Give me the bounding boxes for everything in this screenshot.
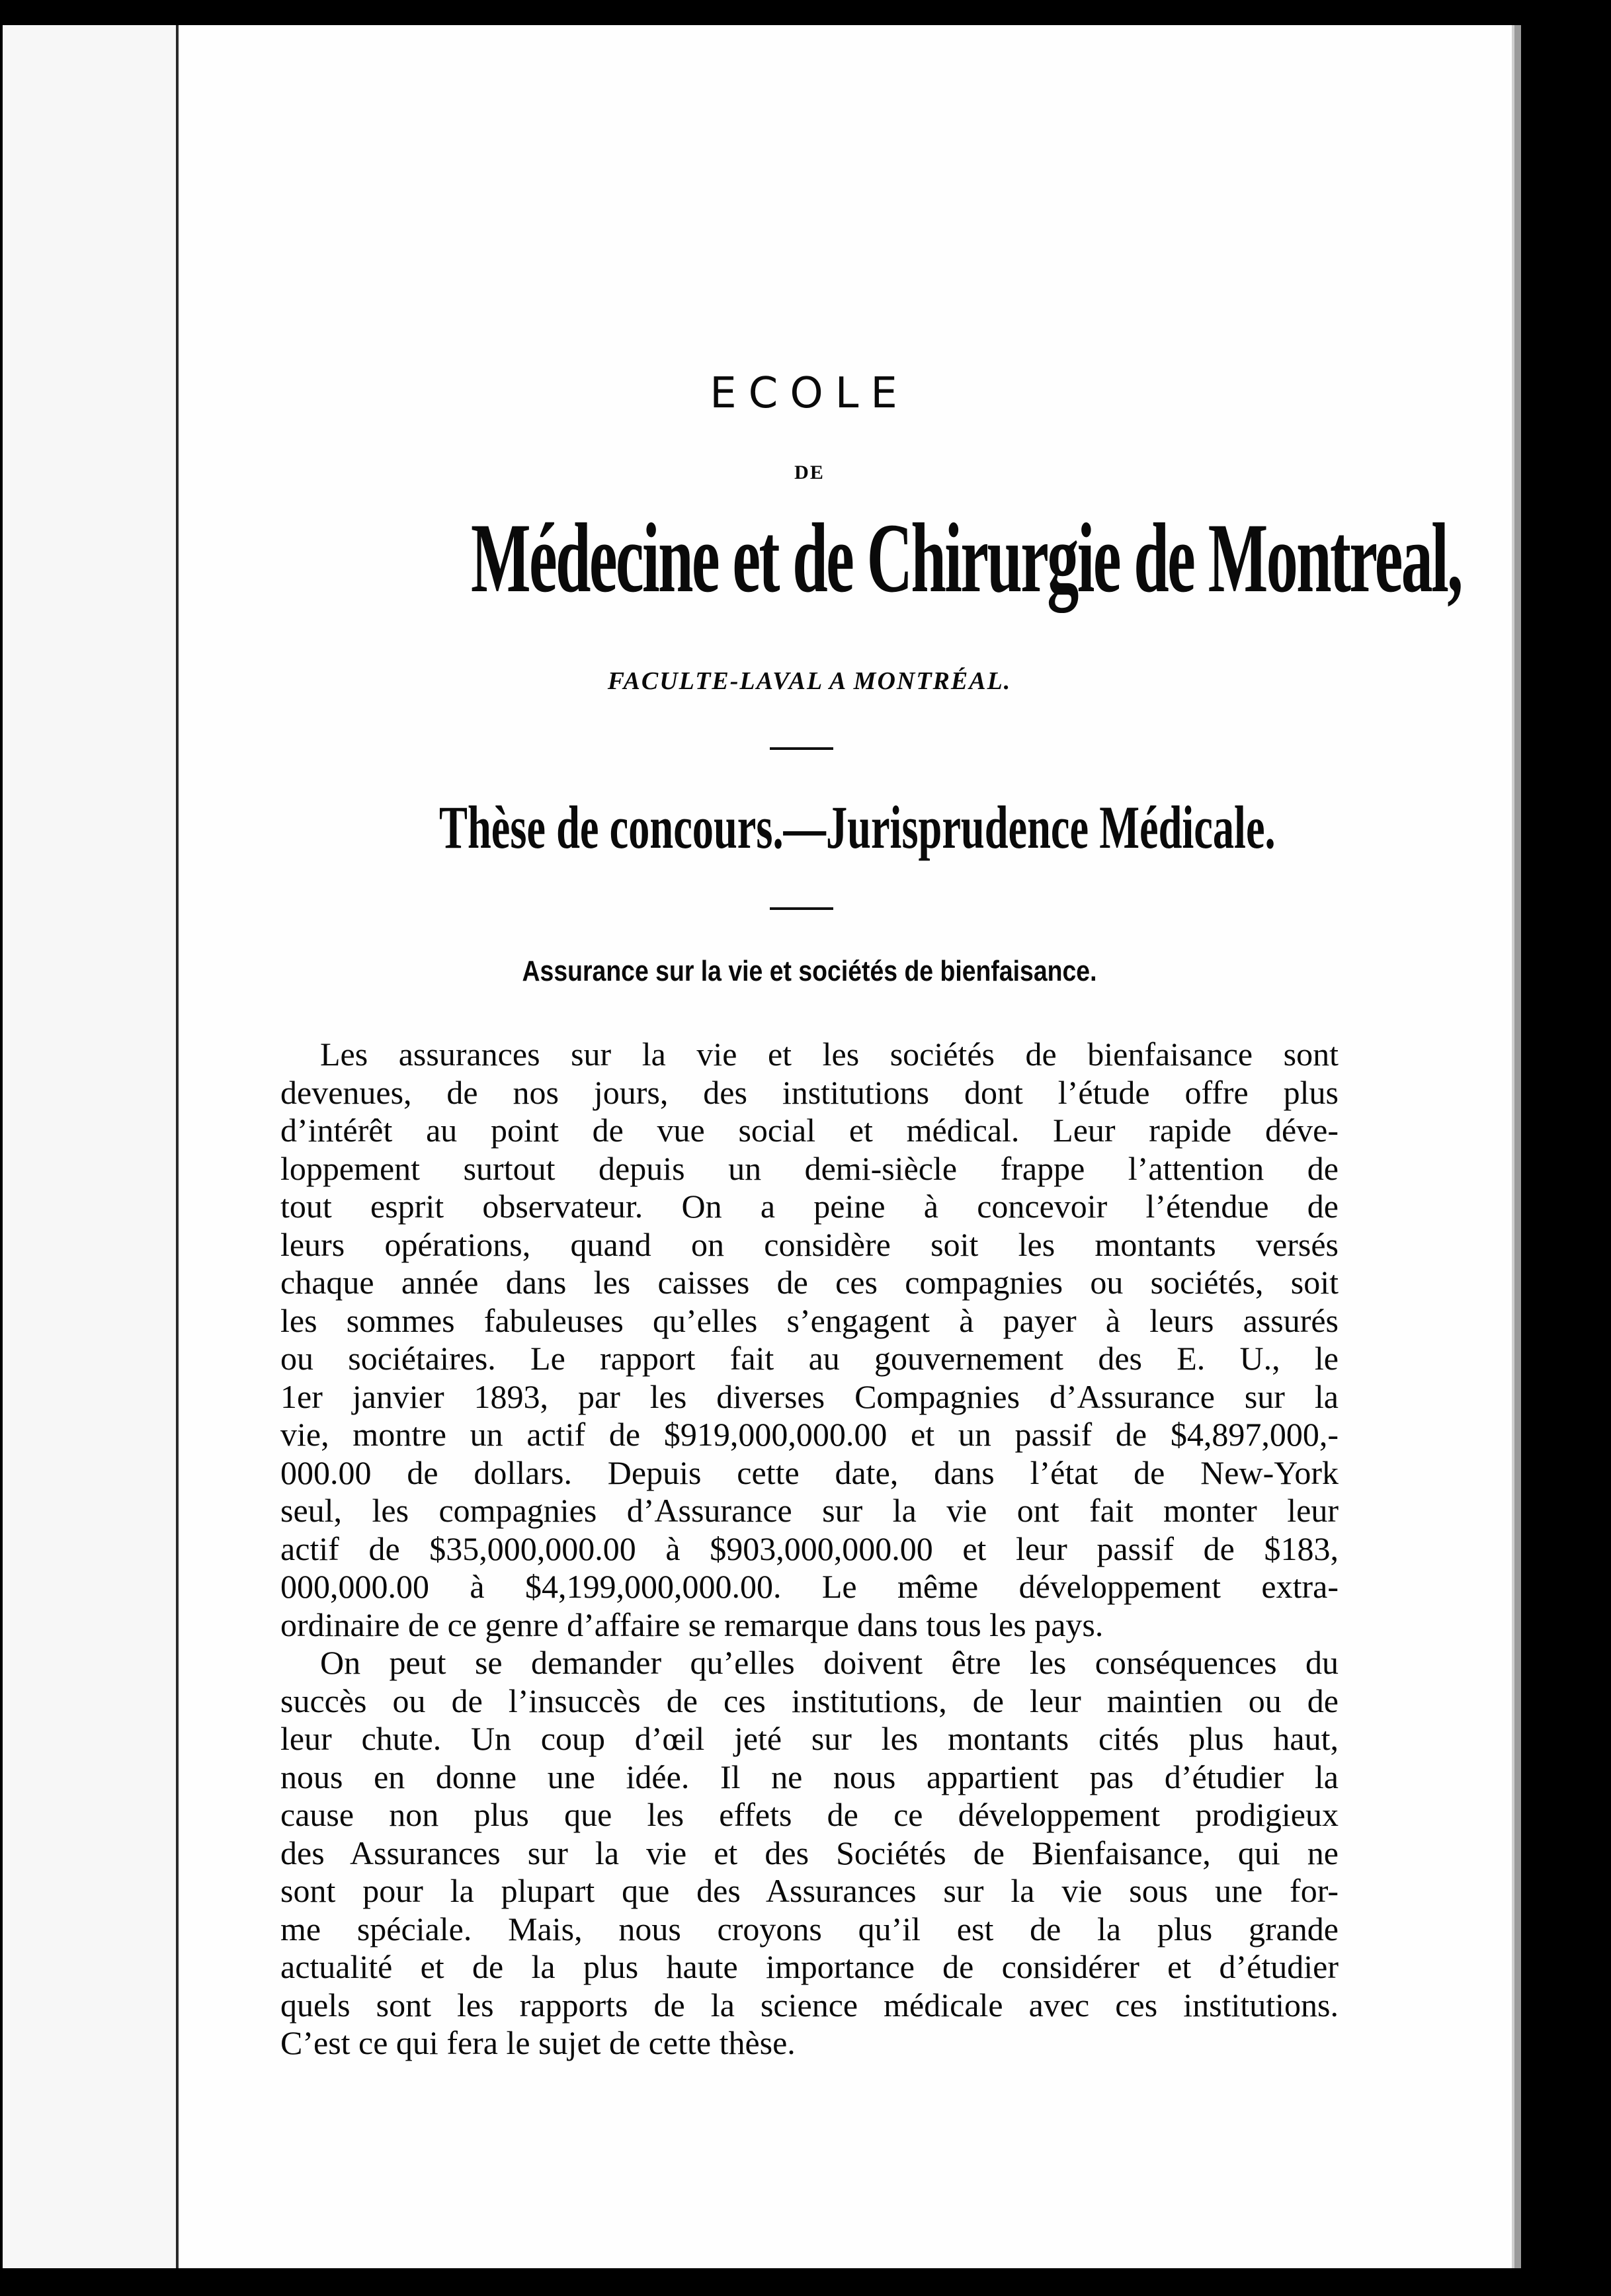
text-line: Les assurances sur la vie et les sociétés de bienfaisance sont: [320, 1036, 1339, 1073]
school-name-heading: Médecine et de Chirurgie de Montreal,: [471, 503, 1462, 613]
text-line: actif de $35,000,000.00 à $903,000,000.00 et leur passif de $183,: [280, 1530, 1339, 1567]
divider-rule: [770, 907, 833, 910]
text-line: ordinaire de ce genre d’affaire se remarque dans tous les pays.: [280, 1606, 1104, 1643]
text-line: nous en donne une idée. Il ne nous appartient pas d’étudier la: [280, 1758, 1339, 1795]
text-line: chaque année dans les caisses de ces compagnies ou sociétés, soit: [280, 1264, 1339, 1301]
body-text: [280, 1036, 1339, 2063]
text-line: succès ou de l’insuccès de ces institutions, de leur maintien ou de: [280, 1682, 1339, 1719]
text-line: seul, les compagnies d’Assurance sur la vie ont fait monter leur: [280, 1492, 1339, 1529]
text-line: C’est ce qui fera le sujet de cette thèse.: [280, 2024, 796, 2061]
text-line: des Assurances sur la vie et des Sociétés de Bienfaisance, qui ne: [280, 1834, 1339, 1871]
text-line: loppement surtout depuis un demi-siècle frappe l’attention de: [280, 1149, 1339, 1187]
text-line: leur chute. Un coup d’œil jeté sur les montants cités plus haut,: [280, 1720, 1339, 1757]
text-line: 1er janvier 1893, par les diverses Compagnies d’Assurance sur la: [280, 1377, 1339, 1415]
text-line: ou sociétaires. Le rapport fait au gouvernement des E. U., le: [280, 1340, 1339, 1377]
text-line: vie, montre un actif de $919,000,000.00 et un passif de $4,897,000,-: [280, 1416, 1339, 1453]
these-title: Thèse de concours.—Jurisprudence Médicale.: [439, 794, 1276, 861]
page-edge: [1514, 25, 1521, 2268]
paragraph-2: [280, 1644, 1339, 2063]
text-line: 000.00 de dollars. Depuis cette date, dans l’état de New-York: [280, 1454, 1339, 1491]
paragraph-1: [280, 1036, 1339, 1644]
ecole-heading: ECOLE: [710, 369, 909, 418]
text-line: tout esprit observateur. On a peine à concevoir l’étendue de: [280, 1188, 1339, 1225]
text-line: quels sont les rapports de la science médicale avec ces institutions.: [280, 1986, 1339, 2024]
divider-rule: [770, 747, 833, 750]
text-line: me spéciale. Mais, nous croyons qu’il est de la plus grande: [280, 1910, 1339, 1948]
de-heading: DE: [794, 462, 825, 483]
document-page: [3, 25, 1516, 2268]
text-line: devenues, de nos jours, des institutions dont l’étude offre plus: [280, 1073, 1339, 1111]
text-line: cause non plus que les effets de ce développement prodigieux: [280, 1796, 1339, 1833]
page-binding-strip: [3, 25, 179, 2268]
text-line: sont pour la plupart que des Assurances sur la vie sous une for-: [280, 1872, 1339, 1909]
subject-title: Assurance sur la vie et sociétés de bienfaisance.: [522, 955, 1097, 987]
text-line: leurs opérations, quand on considère soit les montants versés: [280, 1225, 1339, 1263]
text-line: On peut se demander qu’elles doivent être les conséquences du: [320, 1644, 1339, 1681]
text-line: les sommes fabuleuses qu’elles s’engagent à payer à leurs assurés: [280, 1301, 1339, 1339]
text-line: d’intérêt au point de vue social et médical. Leur rapide déve-: [280, 1112, 1339, 1149]
text-line: actualité et de la plus haute importance de considérer et d’étudier: [280, 1948, 1339, 1985]
faculte-subheading: FACULTE-LAVAL A MONTRÉAL.: [607, 667, 1012, 695]
text-line: 000,000.00 à $4,199,000,000.00. Le même développement extra-: [280, 1568, 1339, 1605]
